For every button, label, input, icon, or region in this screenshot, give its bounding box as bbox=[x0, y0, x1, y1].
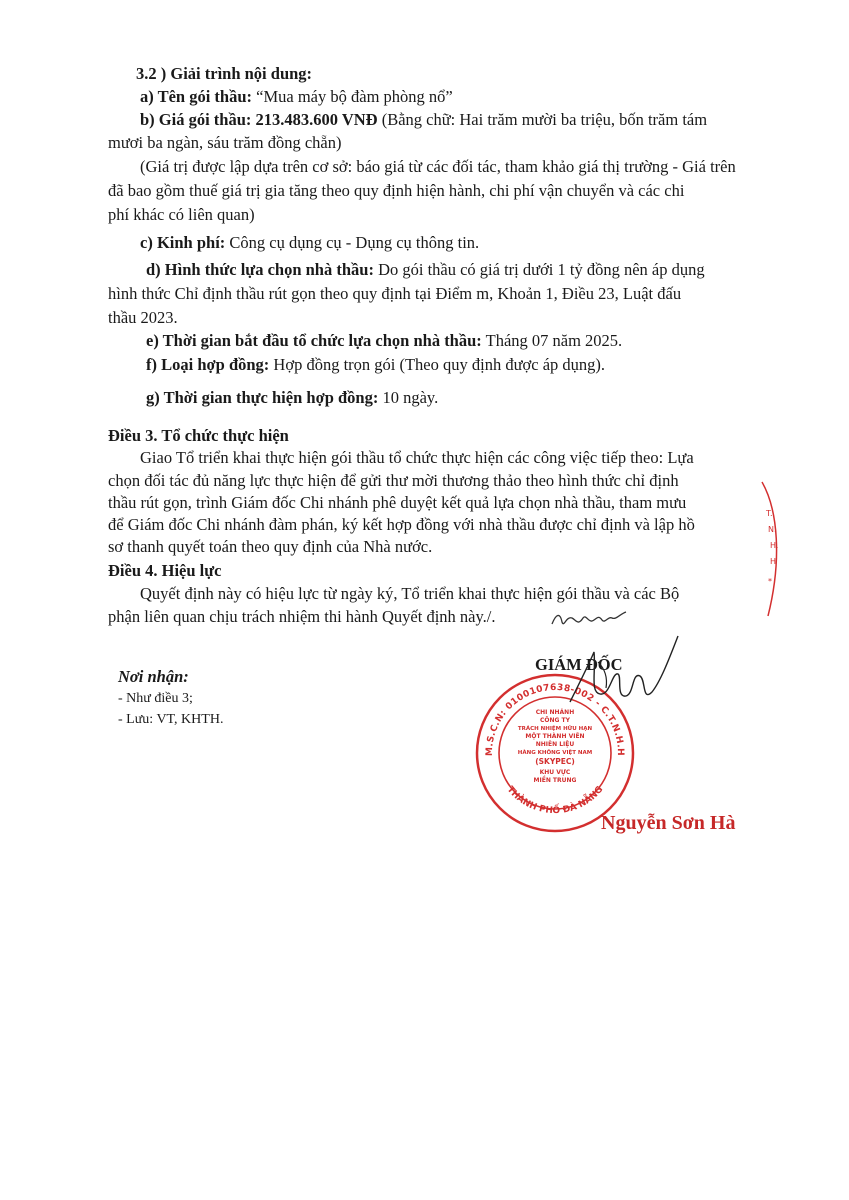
item-e-label: e) Thời gian bắt đầu tổ chức lựa chọn nhà thầu: bbox=[146, 331, 482, 350]
svg-text:NHIÊN LIỆU: NHIÊN LIỆU bbox=[535, 741, 575, 748]
svg-text:*: * bbox=[768, 577, 772, 586]
item-c-label: c) Kinh phí: bbox=[140, 233, 226, 252]
item-c-value: Công cụ dụng cụ - Dụng cụ thông tin. bbox=[225, 233, 480, 252]
item-b-line-1 bbox=[140, 109, 707, 131]
svg-text:M.S.C.N: 0100107638-002 - C.T.: M.S.C.N: 0100107638-002 - C.T.N.H.H bbox=[484, 682, 626, 757]
article-3-line-5: sơ thanh quyết toán theo quy định của Nhà nước. bbox=[108, 537, 433, 556]
svg-text:CHI NHÁNH: CHI NHÁNH bbox=[535, 709, 575, 716]
margin-seal-mark bbox=[758, 480, 784, 620]
svg-text:N.: N. bbox=[768, 525, 777, 534]
signer-title: GIÁM ĐỐC bbox=[535, 655, 623, 674]
svg-text:HÀNG KHÔNG VIỆT NAM: HÀNG KHÔNG VIỆT NAM bbox=[517, 750, 593, 756]
price-note-line-1: (Giá trị được lập dựa trên cơ sở: báo giá từ các đối tác, tham khảo giá thị trường - Giá trên bbox=[140, 157, 736, 176]
article-3-line-3: thầu rút gọn, trình Giám đốc Chi nhánh phê duyệt kết quả lựa chọn nhà thầu, tham mưu bbox=[108, 493, 687, 512]
item-b-label: b) Giá gói thầu: 213.483.600 VNĐ bbox=[140, 110, 378, 129]
item-e bbox=[146, 330, 622, 352]
price-note-line-2: đã bao gồm thuế giá trị gia tăng theo quy định hiện hành, chi phí vận chuyển và các chi bbox=[108, 181, 685, 200]
recipient-item-2: - Lưu: VT, KHTH. bbox=[118, 712, 224, 727]
section-3-2-heading: 3.2 ) Giải trình nội dung: bbox=[136, 64, 313, 83]
svg-text:KHU VỰC: KHU VỰC bbox=[539, 769, 571, 776]
svg-text:(SKYPEC): (SKYPEC) bbox=[535, 757, 575, 766]
director-signature bbox=[560, 632, 680, 722]
item-c bbox=[140, 232, 479, 254]
article-4-heading: Điều 4. Hiệu lực bbox=[108, 561, 222, 580]
item-g bbox=[146, 387, 438, 409]
item-a-label: a) Tên gói thầu: bbox=[140, 87, 253, 106]
item-g-value: 10 ngày. bbox=[378, 388, 439, 407]
svg-text:MIỀN TRUNG: MIỀN TRUNG bbox=[533, 777, 577, 784]
item-e-value: Tháng 07 năm 2025. bbox=[481, 331, 623, 350]
article-3-line-4: để Giám đốc Chi nhánh đàm phán, ký kết hợp đồng với nhà thầu được chỉ định và lập hồ bbox=[108, 515, 695, 534]
item-a-value: “Mua máy bộ đàm phòng nổ” bbox=[252, 87, 453, 106]
item-b-line-2: mươi ba ngàn, sáu trăm đồng chẵn) bbox=[108, 133, 342, 152]
recipient-item-1: - Như điều 3; bbox=[118, 691, 193, 706]
item-f bbox=[146, 354, 605, 376]
svg-text:TRÁCH NHIỆM HỮU HẠN: TRÁCH NHIỆM HỮU HẠN bbox=[517, 726, 593, 732]
svg-text:T.: T. bbox=[766, 509, 773, 518]
svg-text:H: H bbox=[770, 557, 777, 566]
item-d-value-1: Do gói thầu có giá trị dưới 1 tỷ đồng nên áp dụng bbox=[373, 260, 705, 279]
article-3-line-2: chọn đối tác đủ năng lực thực hiện để gửi thư mời thương thảo theo hình thức chỉ định bbox=[108, 471, 679, 490]
svg-text:THÀNH PHỐ ĐÀ NẴNG: THÀNH PHỐ ĐÀ NẴNG bbox=[504, 784, 606, 817]
item-b-value-1: (Bằng chữ: Hai trăm mười ba triệu, bốn trăm tám bbox=[377, 110, 708, 129]
item-d-label: d) Hình thức lựa chọn nhà thầu: bbox=[146, 260, 374, 279]
item-f-value: Hợp đồng trọn gói (Theo quy định được áp dụng). bbox=[269, 355, 606, 374]
item-d-line-1 bbox=[146, 259, 705, 281]
svg-text:H.: H. bbox=[770, 541, 779, 550]
item-d-line-2: hình thức Chỉ định thầu rút gọn theo quy định tại Điểm m, Khoản 1, Điều 23, Luật đấu bbox=[108, 284, 682, 303]
item-d-line-3: thầu 2023. bbox=[108, 308, 178, 327]
recipients-heading: Nơi nhận: bbox=[118, 667, 189, 686]
price-note-line-3: phí khác có liên quan) bbox=[108, 205, 255, 224]
svg-text:CÔNG TY: CÔNG TY bbox=[540, 717, 570, 724]
article-4-line-1: Quyết định này có hiệu lực từ ngày ký, Tổ triển khai thực hiện gói thầu và các Bộ bbox=[140, 584, 680, 603]
item-f-label: f) Loại hợp đồng: bbox=[146, 355, 270, 374]
article-4-line-2: phận liên quan chịu trách nhiệm thi hành Quyết định này./. bbox=[108, 607, 496, 626]
item-g-label: g) Thời gian thực hiện hợp đồng: bbox=[146, 388, 379, 407]
signer-name: Nguyễn Sơn Hà bbox=[601, 812, 736, 834]
svg-text:MỘT THÀNH VIÊN: MỘT THÀNH VIÊN bbox=[525, 733, 585, 740]
article-3-heading: Điều 3. Tổ chức thực hiện bbox=[108, 426, 289, 445]
item-a bbox=[140, 86, 453, 108]
initial-signature bbox=[550, 606, 628, 632]
article-3-line-1: Giao Tổ triển khai thực hiện gói thầu tổ chức thực hiện các công việc tiếp theo: Lựa bbox=[140, 448, 694, 467]
